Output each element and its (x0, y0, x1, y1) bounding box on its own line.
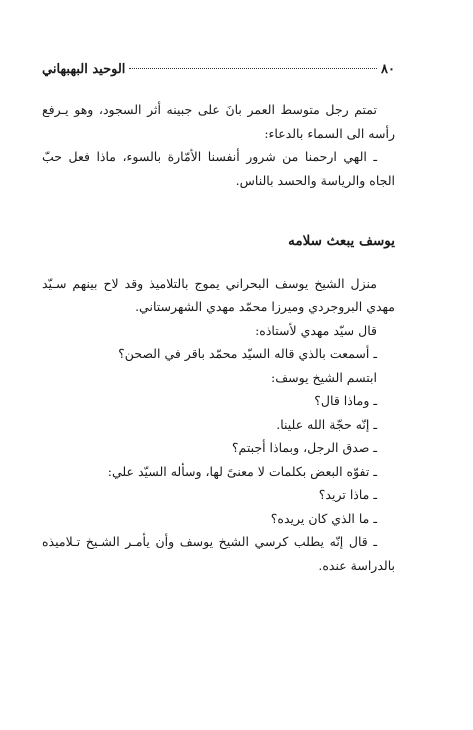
section-heading: يوسف يبعث سلامه (288, 233, 395, 249)
section-closing-paragraph: ـ قال إنّه يطلب كرسي الشيخ يوسف وأن يأمـر الشـيخ تـلاميذه بالدراسة عنده. (42, 534, 395, 573)
running-header (42, 62, 395, 84)
dialog-line: ـ ماذا تريد؟ (318, 487, 377, 502)
section-spacer (42, 192, 395, 230)
dialog-line: ـ صدق الرجل، وبماذا أجبتم؟ (231, 440, 377, 455)
dialog-line: ـ وماذا قال؟ (314, 393, 377, 408)
page-body (42, 98, 395, 577)
header-dot-leader (129, 68, 377, 69)
page-number: ٨٠ (381, 62, 395, 77)
section-opening-paragraph: منزل الشيخ يوسف البحراني يموج بالتلاميذ وقد لاح بينهم سـيّد مهدي البروجردي وميرزا محمّد مهدي الشهرستاني. (42, 275, 395, 314)
dialog-line: ـ أسمعت بالذي قاله السيّد محمّد باقر في الصحن؟ (118, 346, 377, 361)
book-title: الوحيد البهبهاني (42, 62, 126, 77)
dialog-line: ـ ما الذي كان يريده؟ (270, 510, 377, 526)
dialog-line: قال سيّد مهدي لأستاذه: (255, 322, 377, 338)
intro-paragraph-1: تمتم رجل متوسط العمر بانَ على جبينه أثر السجود، وهو يـرفع رأسه الى السماء بالدعاء: (42, 102, 395, 141)
dialog-line: ـ تفوّه البعض بكلمات لا معنىً لها، وسأله السيّد علي: (107, 463, 377, 479)
intro-paragraph-2: ـ الهي ارحمنا من شرور أنفسنا الأمّارة بالسوء، ماذا فعل حبّ الجاه والرياسة والحسد بالناس. (42, 149, 395, 188)
dialog-line: ـ إنّه حجّة الله علينا. (276, 416, 377, 432)
dialog-line: ابتسم الشيخ يوسف: (271, 369, 377, 385)
